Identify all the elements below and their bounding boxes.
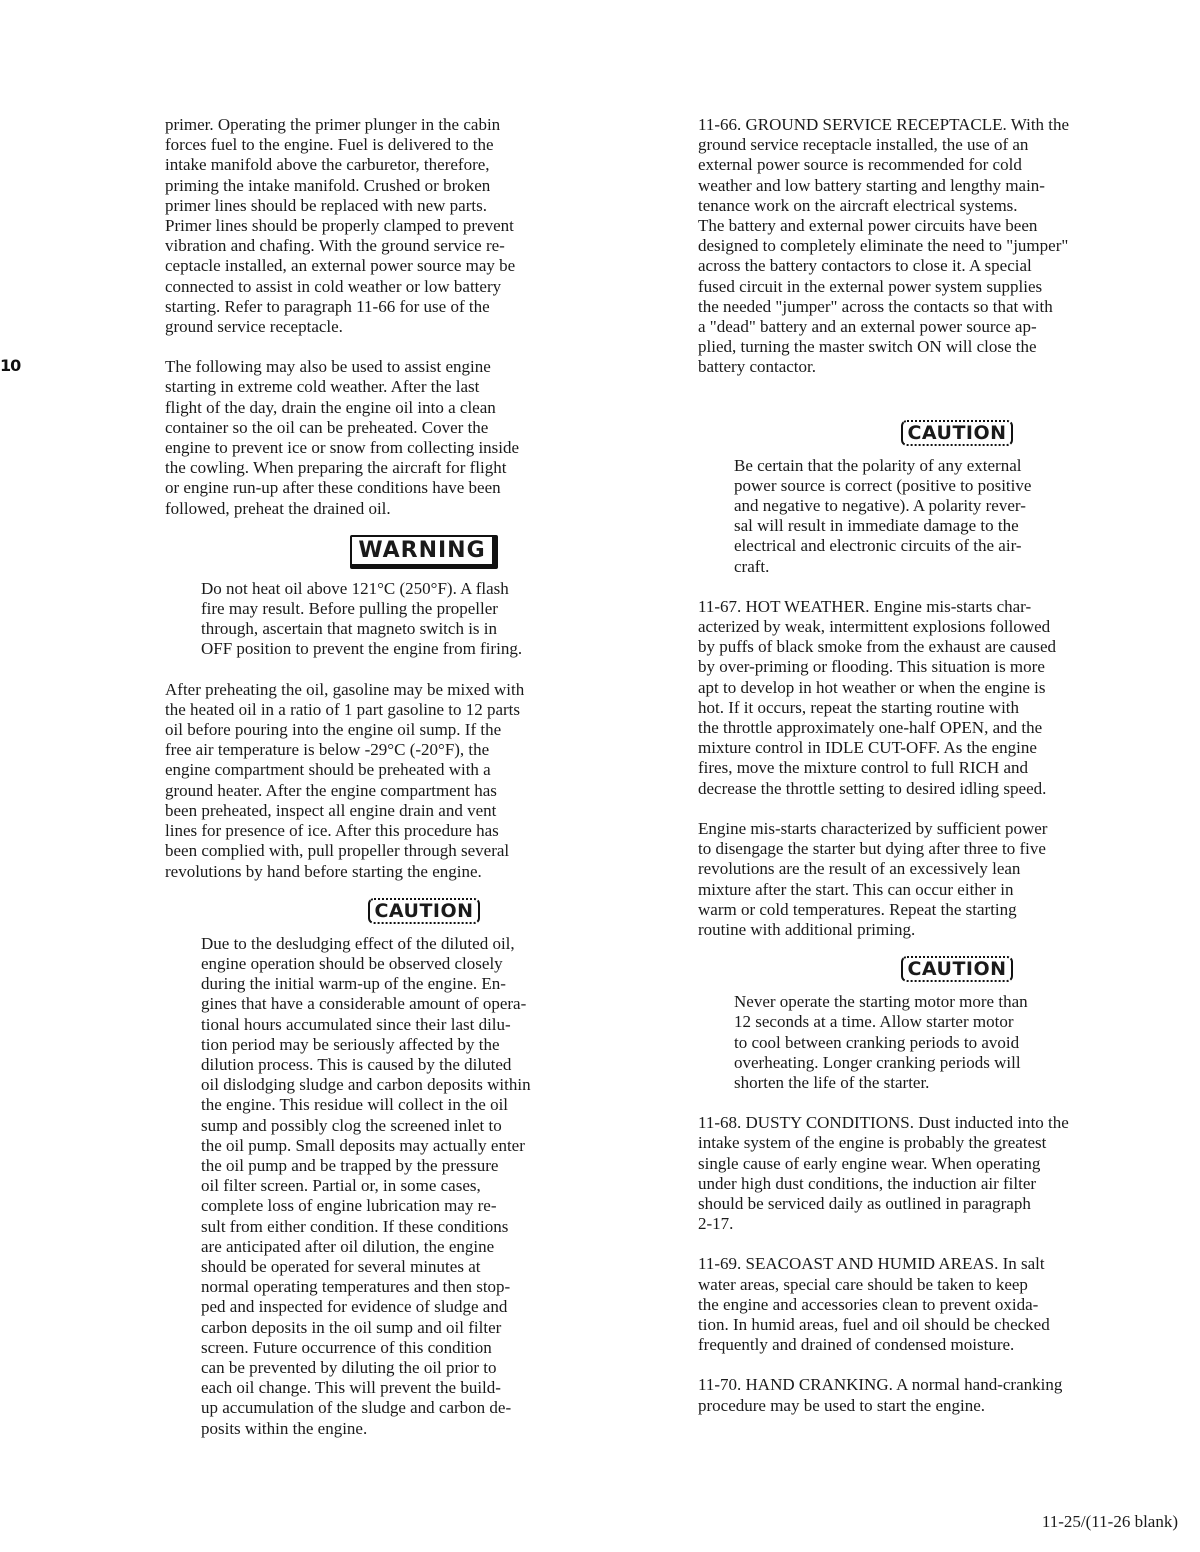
left-column (165, 115, 647, 1439)
caution-note-starter: Never operate the starting motor more than 12 seconds at a time. Allow starter motor to cool between cranking periods to avoid overheating. Longer cranking periods will shorten the life of the starter. (734, 992, 1028, 1092)
paragraph-primer: primer. Operating the primer plunger in the cabin forces fuel to the engine. Fuel is delivered to the intake manifold above the carburetor, therefore, priming the intake manifold. Crushed or broken primer lines should be replaced with new parts. Primer lines should be properly clamped to prevent vibration and chafing. With the ground service re- ceptacle installed, an external power source may be connected to assist in cold weather or low battery starting. Refer to paragraph 11-66 for use of the ground service receptacle. (165, 115, 516, 337)
warning-badge: WARNING (350, 535, 497, 569)
paragraph-11-70-hand-cranking: 11-70. HAND CRANKING. A normal hand-cranking procedure may be used to start the engine. (698, 1375, 1063, 1415)
paragraph-preheating: After preheating the oil, gasoline may be mixed with the heated oil in a ratio of 1 part gasoline to 12 parts oil before pouring into the engine oil sump. If the free air temperature is below -29°C (-20°F), the engine compartment should be preheated with a ground heater. After the engine compartment has been preheated, inspect all engine drain and vent lines for presence of ice. After this procedure has been complied with, pull propeller through several revolutions by hand before starting the engine. (165, 679, 525, 881)
caution-badge: CAUTION (901, 956, 1012, 982)
paragraph-11-66-ground-service-receptacle: 11-66. GROUND SERVICE RECEPTACLE. With the ground service receptacle installed, the use of an external power source is recommended for cold weather and low battery starting and lengthy main- tenance work on the aircraft electrical systems. The battery and external power circuits have been designed to completely eliminate the need to "jumper" across the battery contactors to close it. A special fused circuit in the external power system supplies the needed "jumper" across the contacts so that with a "dead" battery and an external power source ap- plied, turning the master switch ON will close the battery contactor. (698, 115, 1070, 377)
caution-heading-starter (698, 956, 1180, 982)
caution-badge: CAUTION (901, 420, 1012, 446)
caution-note-polarity: Be certain that the polarity of any external power source is correct (positive to positive and negative to negative). A polarity rever- sal will result in immediate damage to the electrical and electronic circuits of the air- craft. (734, 455, 1032, 576)
paragraph-11-68-dusty-conditions: 11-68. DUSTY CONDITIONS. Dust inducted into the intake system of the engine is probably the greatest single cause of early engine wear. When operating under high dust conditions, the induction air filter should be serviced daily as outlined in paragraph 2-17. (698, 1113, 1069, 1234)
paragraph-11-69-seacoast-humid: 11-69. SEACOAST AND HUMID AREAS. In salt water areas, special care should be taken to keep the engine and accessories clean to prevent oxida- tion. In humid areas, fuel and oil should be checked frequently and drained of condensed moisture. (698, 1254, 1050, 1355)
revision-margin-mark: 10 (0, 356, 21, 375)
caution-badge: CAUTION (368, 898, 479, 924)
warning-note: Do not heat oil above 121°C (250°F). A flash fire may result. Before pulling the propeller through, ascertain that magneto switch is in OFF position to prevent the engine from firing. (201, 578, 523, 659)
caution-heading-polarity (698, 420, 1180, 446)
caution-heading (165, 898, 647, 924)
warning-heading (165, 535, 647, 569)
right-column (698, 115, 1180, 1416)
paragraph-11-67-hot-weather: 11-67. HOT WEATHER. Engine mis-starts char- acterized by weak, intermittent explosions followed by puffs of black smoke from the exhaust are caused by over-priming or flooding. This situation is more apt to develop in hot weather or when the engine is hot. If it occurs, repeat the starting routine with the throttle approximately one-half OPEN, and the mixture control in IDLE CUT-OFF. As the engine fires, move the mixture control to full RICH and decrease the throttle setting to desired idling speed. (698, 596, 1056, 798)
page-number: 11-25/(11-26 blank) (1041, 1512, 1178, 1531)
caution-note-desludging: Due to the desludging effect of the diluted oil, engine operation should be observed closely during the initial warm-up of the engine. En- gines that have a considerable amount of opera- tional hours accumulated since their last dilu- tion period may be seriously affected by the dilution process. This is caused by the diluted oil dislodging sludge and carbon deposits within the engine. This residue will collect in the oil sump and possibly clog the screened inlet to the oil pump. Small deposits may actually enter the oil pump and be trapped by the pressure oil filter screen. Partial or, in some cases, complete loss of engine lubrication may re- sult from either condition. If these conditions are anticipated after oil dilution, the engine should be operated for several minutes at normal operating temperatures and then stop- ped and inspected for evidence of sludge and carbon deposits in the oil sump and oil filter screen. Future occurrence of this condition can be prevented by diluting the oil prior to each oil change. This will prevent the build- up accumulation of the sludge and carbon de- posits within the engine. (201, 933, 531, 1438)
paragraph-mis-starts: Engine mis-starts characterized by sufficient power to disengage the starter but dying after three to five revolutions are the result of an excessively lean mixture after the start. This can occur either in warm or cold temperatures. Repeat the starting routine with additional priming. (698, 818, 1048, 939)
paragraph-cold-weather: The following may also be used to assist engine starting in extreme cold weather. After the last flight of the day, drain the engine oil into a clean container so the oil can be preheated. Cover the engine to prevent ice or snow from collecting inside the cowling. When preparing the aircraft for flight or engine run-up after these conditions have been followed, preheat the drained oil. (165, 357, 520, 518)
